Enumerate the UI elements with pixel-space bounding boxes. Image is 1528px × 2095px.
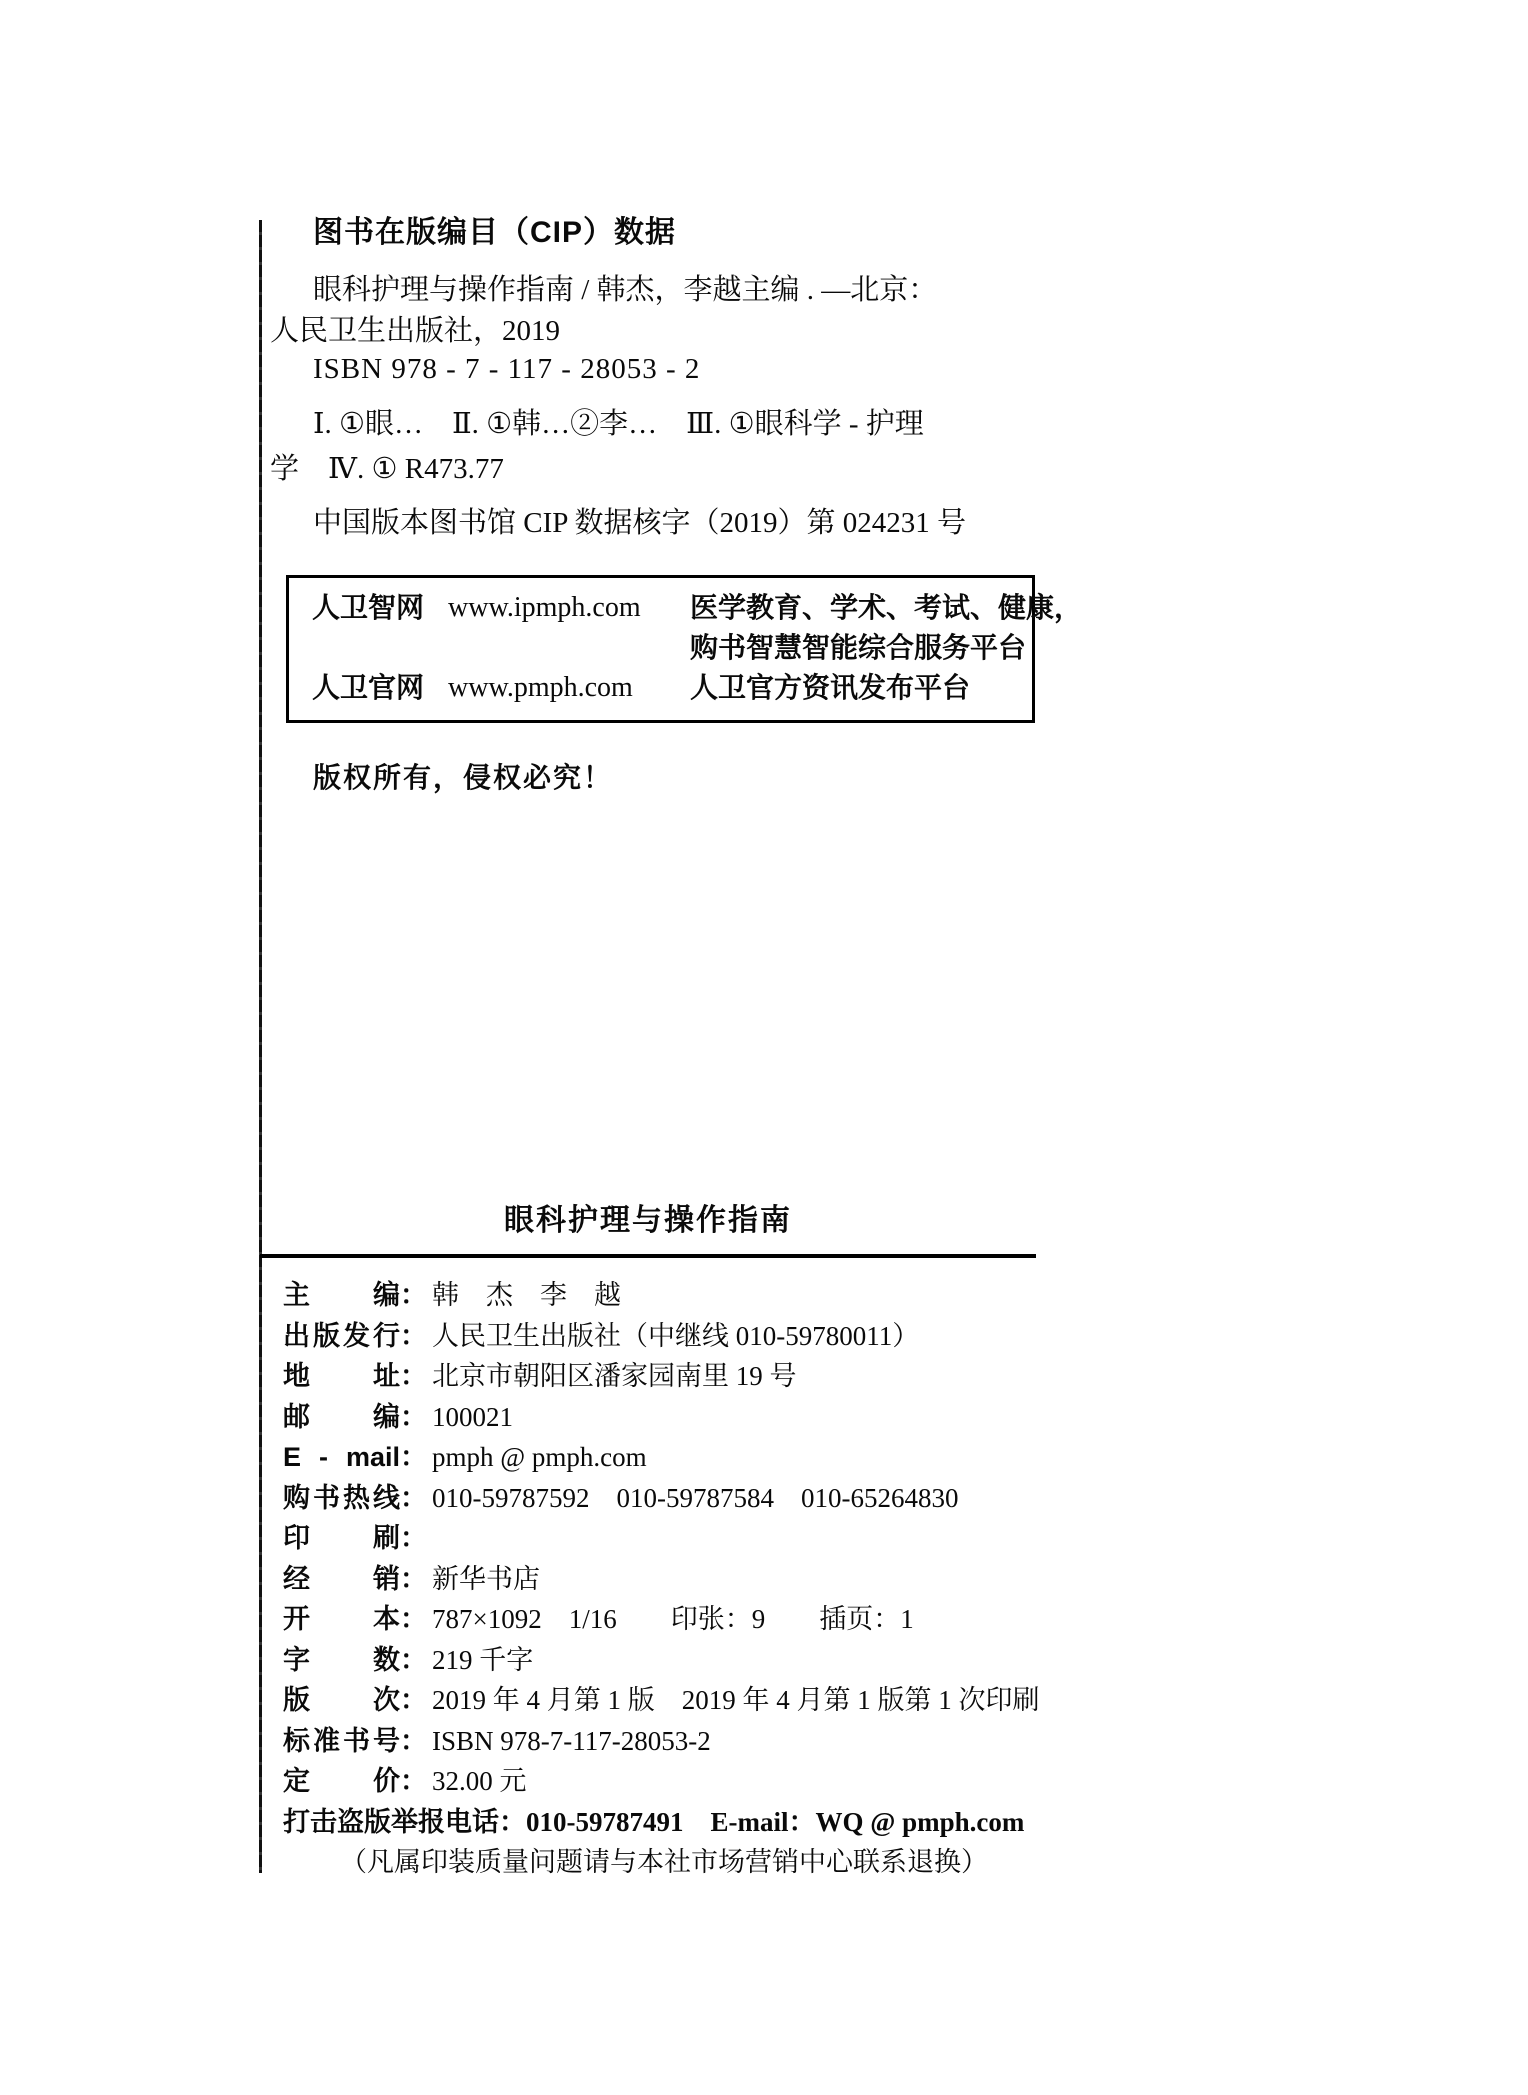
colophon-value: 32.00 元 [432, 1766, 527, 1796]
brand-label: 人卫智网 [312, 592, 425, 623]
colophon-label: 标准书号 [283, 1725, 400, 1756]
colophon-value: 新华书店 [432, 1563, 540, 1594]
colophon-colon: ： [400, 1766, 427, 1796]
cip-classification [270, 402, 1090, 492]
colophon-row-format [283, 1599, 1203, 1640]
colophon-colon: ： [400, 1320, 427, 1351]
colophon-value: 北京市朝阳区潘家园南里 19 号 [432, 1361, 797, 1391]
brand-label: 人卫官网 [312, 672, 425, 703]
colophon-row-distributor [283, 1559, 1203, 1600]
colophon-value: 2019 年 4 月第 1 版 2019 年 4 月第 1 版第 1 次印刷 [432, 1685, 1040, 1715]
colophon-row-hotline [283, 1478, 1203, 1519]
colophon-block [283, 1275, 1203, 1883]
colophon-value: ISBN 978-7-117-28053-2 [432, 1725, 711, 1756]
colophon-colon: ： [400, 1604, 427, 1634]
colophon-row-edition [283, 1680, 1203, 1721]
colophon-value: 219 千字 [432, 1644, 534, 1675]
colophon-row-publisher [283, 1316, 1203, 1357]
brand-url [448, 628, 690, 668]
anti-piracy-line: 打击盗版举报电话：010-59787491 E-mail：WQ @ pmph.com [283, 1806, 1025, 1837]
colophon-row-address [283, 1356, 1203, 1397]
brand-desc: 购书智慧智能综合服务平台 [690, 632, 1027, 663]
colophon-label: 版次 [283, 1685, 400, 1715]
cip-record-line2: 人民卫生出版社，2019 [270, 315, 561, 347]
colophon-value: 韩 杰 李 越 [432, 1280, 621, 1310]
book-title: 眼科护理与操作指南 [504, 1204, 792, 1237]
colophon-colon: ： [400, 1442, 427, 1472]
print-quality-note: （凡属印装质量问题请与本社市场营销中心联系退换） [340, 1847, 988, 1877]
colophon-value: 787×1092 1/16 印张：9 插页：1 [432, 1604, 914, 1634]
colophon-row-price [283, 1761, 1203, 1802]
cip-record [270, 270, 1090, 352]
colophon-value: 010-59787592 010-59787584 010-65264830 [432, 1482, 959, 1513]
brand-url: www.ipmph.com [448, 592, 641, 623]
copyright-notice: 版权所有，侵权必究！ [313, 762, 614, 793]
cip-class-line1: Ⅰ. ①眼… Ⅱ. ①韩…②李… Ⅲ. ①眼科学 - 护理 [313, 408, 924, 440]
colophon-colon: ： [400, 1725, 427, 1756]
colophon-colon: ： [400, 1644, 427, 1675]
colophon-label: 定价 [283, 1766, 400, 1796]
colophon-label: 经销 [283, 1563, 400, 1594]
colophon-row-printer [283, 1518, 1203, 1559]
colophon-colon: ： [400, 1563, 427, 1594]
colophon-colon: ： [400, 1361, 427, 1391]
colophon-label: E - mail [283, 1442, 400, 1472]
publisher-info-box [286, 575, 1083, 723]
brand-label [312, 628, 448, 668]
title-divider-rule [260, 1254, 1036, 1258]
colophon-colon: ： [400, 1401, 427, 1432]
colophon-value: pmph @ pmph.com [432, 1442, 647, 1472]
colophon-label: 主编 [283, 1280, 400, 1310]
colophon-colon: ： [400, 1280, 427, 1310]
colophon-label: 字数 [283, 1644, 400, 1675]
colophon-colon: ： [400, 1482, 427, 1513]
colophon-row-wordcount [283, 1640, 1203, 1681]
colophon-label: 购书热线 [283, 1482, 400, 1513]
colophon-colon: ： [400, 1685, 427, 1715]
colophon-row-editors [283, 1275, 1203, 1316]
colophon-row-postcode [283, 1397, 1203, 1438]
colophon-row-email [283, 1437, 1203, 1478]
publisher-info-grid [312, 588, 1083, 708]
colophon-label: 开本 [283, 1604, 400, 1634]
colophon-colon: ： [400, 1523, 427, 1553]
brand-desc: 人卫官方资讯发布平台 [690, 672, 971, 703]
colophon-value: 100021 [432, 1401, 513, 1432]
colophon-label: 地址 [283, 1361, 400, 1391]
left-vertical-rule [259, 220, 262, 1873]
colophon-row-isbn [283, 1721, 1203, 1762]
colophon-label: 出版发行 [283, 1320, 400, 1351]
cip-record-line1: 眼科护理与操作指南 / 韩杰，李越主编 . —北京： [313, 274, 938, 306]
cip-header: 图书在版编目（CIP）数据 [313, 216, 677, 249]
colophon-value: 人民卫生出版社（中继线 010-59780011） [432, 1320, 920, 1351]
cip-isbn-line: ISBN 978 - 7 - 117 - 28053 - 2 [313, 353, 701, 385]
cip-class-line2: 学 Ⅳ. ① R473.77 [270, 453, 504, 485]
colophon-label: 印刷 [283, 1523, 400, 1553]
brand-desc: 医学教育、学术、考试、健康， [690, 592, 1083, 623]
brand-url: www.pmph.com [448, 672, 633, 703]
colophon-label: 邮编 [283, 1401, 400, 1432]
cip-registry-line: 中国版本图书馆 CIP 数据核字（2019）第 024231 号 [313, 507, 967, 539]
